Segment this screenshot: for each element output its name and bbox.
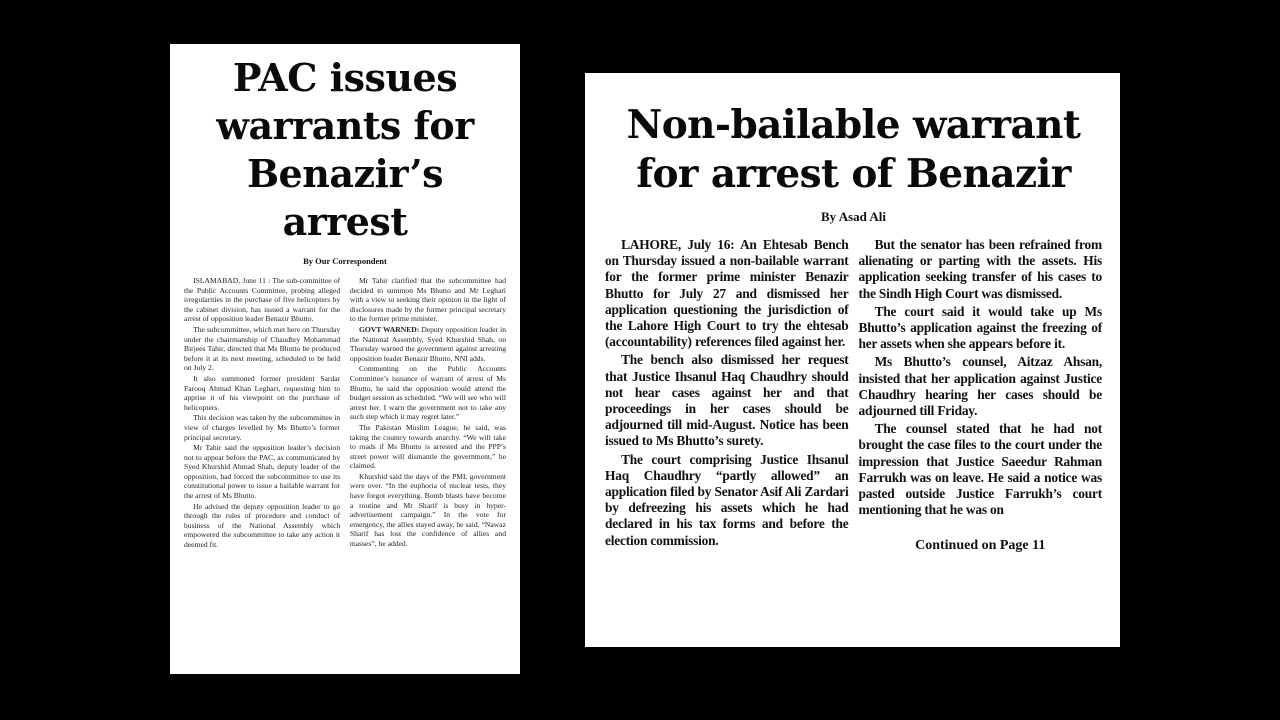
paragraph: He advised the deputy opposition leader to go through the rules of procedure and conduct of business of the National Assembly which empowered the subcommittee to take any action it deemed fit. [184, 501, 341, 550]
article-column-1 [184, 276, 340, 550]
paragraph: Commenting on the Public Accounts Committee’s issuance of warrant of arrest of Ms Bhutto, he said the opposition would attend the budget session as scheduled. “We will see who will arrest her. I warn the government not to take any such step which it may regret later.” [349, 364, 506, 422]
paragraph: Mr Tahir clarified that the subcommittee had decided to summon Ms Bhutto and Mr Leghari with a view to seeking their opinion in the light of disclosures made by the former principal secretary to the former prime minister. [349, 276, 506, 324]
article-column-1 [605, 237, 849, 554]
subhead: GOVT WARNED: [358, 324, 420, 334]
newspaper-clipping-pac [170, 44, 520, 674]
byline: By Our Correspondent [303, 256, 387, 266]
paragraph: Mr Tahir said the opposition leader’s decision not to appear before the PAC, as communicated by Syed Khurshid Ahmad Shah, deputy leader of the opposition, had forced the subcommittee to use its constitutional power to issue a bailable warrant for the arrest of Ms Bhutto. [184, 443, 341, 501]
headline-line: warrants for [216, 103, 474, 148]
paragraph: The bench also dismissed her request that Justice Ihsanul Haq Chaudhry should not hear cases against her and that proceedings in her cases should be adjourned till mid-August. Notice has been issued to Ms Bhutto’s surety. [605, 352, 849, 449]
headline-line: Benazir’s [246, 151, 444, 196]
paragraph: The court said it would take up Ms Bhutto’s application against the freezing of her assets when she appears before it. [858, 303, 1102, 352]
newspaper-clipping-non-bailable [585, 73, 1120, 647]
headline-line: PAC issues [232, 55, 458, 100]
headline-line: Non-bailable warrant [626, 102, 1081, 148]
article-column-2 [858, 237, 1102, 554]
paragraph: The court comprising Justice Ihsanul Haq Chaudhry “partly allowed” an application filed by Senator Asif Ali Zardari by defreezing his assets which he had declared in his tax forms and before the election commission. [605, 451, 849, 548]
continued-on-page: Continued on Page 11 [915, 538, 1046, 554]
headline [605, 101, 1102, 199]
headline [184, 54, 506, 246]
paragraph: But the senator has been refrained from alienating or parting with the assets. His application seeking transfer of his cases to the Sindh High Court was dismissed. [858, 237, 1102, 301]
headline-line: arrest [282, 199, 408, 244]
byline: By Asad Ali [820, 209, 887, 224]
article-body [605, 237, 1102, 554]
paragraph: This decision was taken by the subcommittee in view of charges levelled by Ms Bhutto’s former principal secretary. [184, 413, 341, 442]
paragraph: The Pakistan Muslim League, he said, was taking the country towards anarchy. “We will take to roads if Ms Bhutto is arrested and the PPP’s street power will dismantle the government,” he claimed. [349, 422, 506, 471]
paragraph: The counsel stated that he had not brought the case files to the court under the impression that Justice Saeedur Rahman Farrukh was on leave. He said a notice was pasted outside Justice Farrukh’s court mentioning that he was on [858, 421, 1102, 518]
paragraph-govt-warned: GOVT WARNED: Deputy opposition leader in the National Assembly, Syed Khurshid Shah, on Thursday warned the government against arresting opposition leader Benazir Bhutto, NNI adds. [349, 324, 506, 363]
paragraph: Ms Bhutto’s counsel, Aitzaz Ahsan, insisted that her application against Justice Chaudhry hearing her cases should be adjourned till Friday. [858, 354, 1102, 419]
paragraph: The subcommittee, which met here on Thursday under the chairmanship of Chaudhry Mohammad Birjees Tahir, directed that Ms Bhutto be produced before it at its next meeting, scheduled to be held on July 2. [184, 324, 341, 373]
paragraph: It also summoned former president Sardar Farooq Ahmad Khan Leghari, requesting him to apprise it of his viewpoint on the purchase of helicopters. [184, 373, 341, 412]
article-body [184, 276, 506, 550]
paragraph: ISLAMABAD, June 11 : The sub-committee of the Public Accounts Committee, probing alleged irregularities in the purchase of five helicopters by the cabinet division, has issued a warrant for the arrest of opposition leader Benazir Bhutto. [184, 276, 341, 324]
paragraph: Khurshid said the days of the PML government were over. “In the euphoria of nuclear tests, they have forgot everything. Bomb blasts have become a routine and Mr Sharif is busy in hyper- advertisement campaign.” In the vote for emergency, the allies stayed away, he said. “Nawaz Sharif has lost the confidence of allies and masses”, he added. [349, 471, 506, 549]
headline-line: for arrest of Benazir [636, 151, 1071, 197]
article-column-2 [350, 276, 506, 550]
paragraph: LAHORE, July 16: An Ehtesab Bench on Thursday issued a non-bailable warrant for the former prime minister Benazir Bhutto for July 27 and dismissed her application questioning the jurisdiction of the Lahore High Court to try the ehtesab (accountability) references filed against her. [605, 237, 849, 350]
